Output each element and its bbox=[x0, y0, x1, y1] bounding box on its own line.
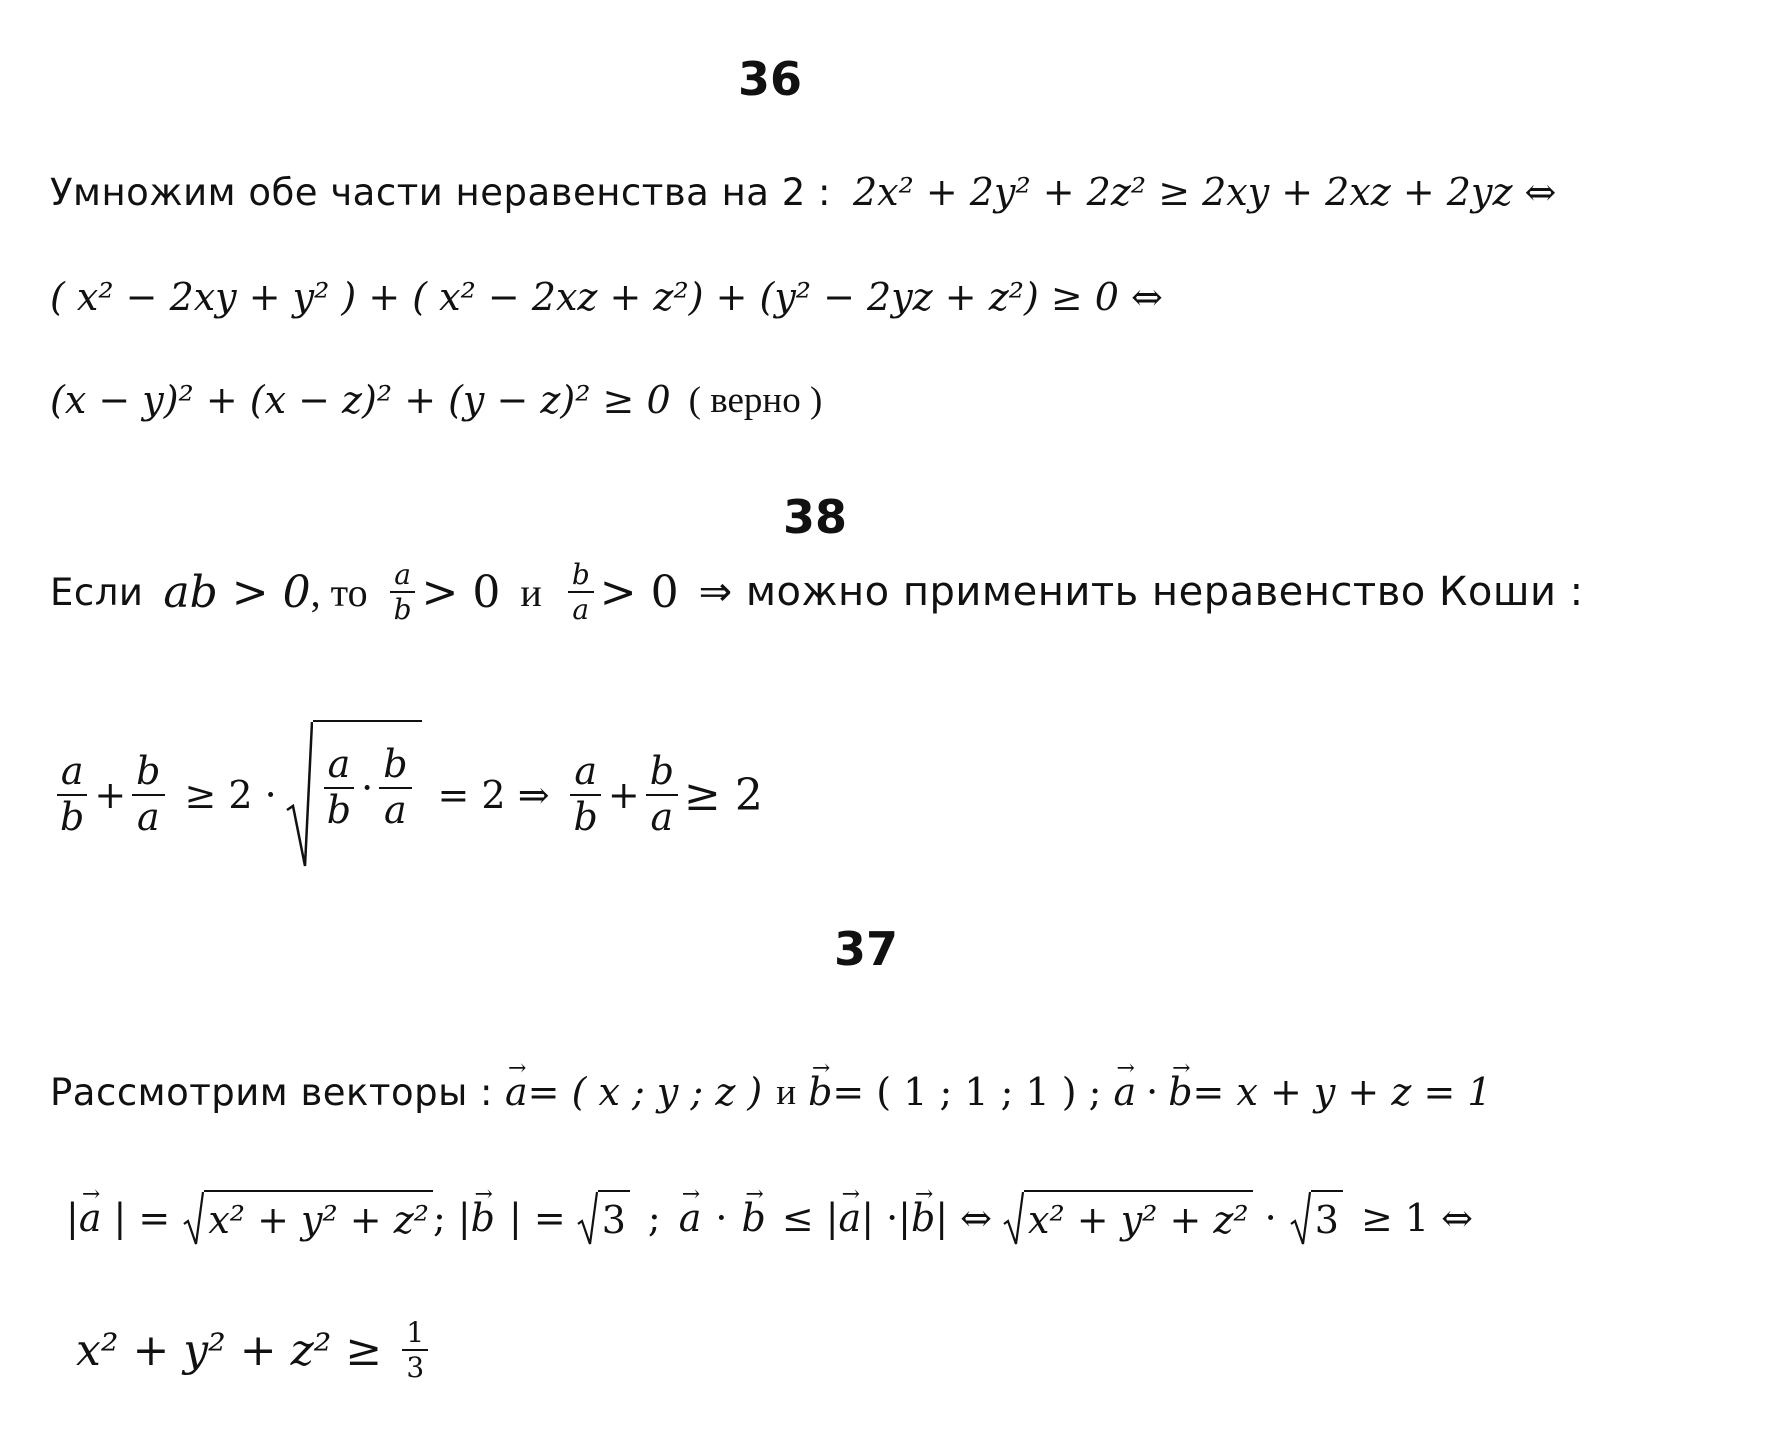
vector-b-ineq: → b bbox=[741, 1196, 765, 1240]
p38-if-text: Если bbox=[50, 570, 144, 614]
p37-equiv-1: | ⇔ bbox=[935, 1196, 993, 1240]
vector-a-abs: → a bbox=[79, 1196, 102, 1240]
p38-frac-a-b-1: $\frac{a}{b}$ bbox=[56, 752, 88, 838]
p36-equation-3: (x − y)² + (x − z)² + (y − z)² ≥ 0 bbox=[50, 378, 671, 422]
vector-a-ineq: → a bbox=[679, 1196, 702, 1240]
p38-rad-frac-b-a: $\frac{b}{a}$ bbox=[379, 745, 411, 831]
p38-line-1 bbox=[50, 560, 1584, 625]
p38-plus-2: + bbox=[607, 773, 640, 817]
p38-rad-dot: · bbox=[361, 766, 374, 810]
p36-line-2 bbox=[50, 275, 1163, 319]
p36-line-1 bbox=[50, 170, 1556, 214]
p37-and-text: и bbox=[776, 1071, 797, 1113]
p38-plus-1: + bbox=[94, 773, 127, 817]
p36-line-3 bbox=[50, 378, 822, 422]
sqrt-sum-squares-2: x² + y² + z² bbox=[1002, 1190, 1253, 1246]
p37-separator: ; | bbox=[432, 1196, 471, 1240]
p37-norm-mid: | ·| bbox=[861, 1196, 911, 1240]
p38-condition: ab > 0 bbox=[163, 566, 311, 618]
p38-sqrt bbox=[285, 720, 422, 870]
sqrt-three-2: 3 bbox=[1289, 1190, 1343, 1246]
vector-a: → a bbox=[505, 1070, 528, 1114]
p38-fraction-b-over-a: $\frac{b}{a}$ bbox=[568, 560, 594, 625]
vector-a-norm: → a bbox=[839, 1196, 862, 1240]
radical-sign-icon bbox=[576, 1190, 598, 1246]
p37-semicolon: ; bbox=[647, 1196, 661, 1240]
radical-sign-icon bbox=[182, 1190, 204, 1246]
p36-intro-text: Умножим обе части неравенства на 2 : bbox=[50, 170, 831, 214]
problem-number-36: 36 bbox=[738, 52, 803, 106]
p38-frac-b-a-2: $\frac{b}{a}$ bbox=[646, 752, 678, 838]
radical-sign-icon bbox=[285, 720, 313, 870]
p38-then-text: , то bbox=[310, 569, 368, 615]
p37-le: ≤ | bbox=[781, 1196, 839, 1240]
vector-b-norm: → b bbox=[911, 1196, 935, 1240]
vector-a-dot: → a bbox=[1113, 1070, 1136, 1114]
p37-line-1 bbox=[50, 1070, 1492, 1114]
p36-note: ( верно ) bbox=[688, 379, 823, 421]
p37-intro-text: Рассмотрим векторы : bbox=[50, 1070, 494, 1114]
p38-cauchy-text: ⇒ можно применить неравенство Коши : bbox=[698, 569, 1584, 616]
p38-final-ge-two: ≥ 2 bbox=[684, 769, 763, 821]
problem-number-38: 38 bbox=[783, 490, 848, 544]
vector-b-dot: → b bbox=[1168, 1070, 1192, 1114]
p38-gt-zero-1: > 0 bbox=[421, 566, 501, 618]
p38-equals-two-implies: = 2 ⇒ bbox=[437, 773, 550, 817]
p38-fraction-a-over-b: $\frac{a}{b}$ bbox=[390, 560, 416, 625]
p37-a-definition: = ( x ; y ; z ) bbox=[527, 1070, 763, 1114]
p38-ge-two-times: ≥ 2 · bbox=[184, 773, 277, 817]
p37-dot-3: · bbox=[1264, 1196, 1277, 1240]
p37-dot-2: · bbox=[715, 1196, 728, 1240]
p37-b-definition: = ( 1 ; 1 ; 1 ) ; bbox=[832, 1070, 1102, 1114]
p37-line-2: | → a | = x² + y² + z² ; | → b | = 3 ; → a · → b ≤ | → a | ·| → b | ⇔ x² + y² + z² · 3 ≥ 1 ⇔ bbox=[66, 1190, 1473, 1246]
sqrt-three-1: 3 bbox=[576, 1190, 630, 1246]
p38-rad-frac-a-b: $\frac{a}{b}$ bbox=[323, 745, 355, 831]
p37-line-3 bbox=[76, 1318, 434, 1383]
p37-result-fraction: $\frac{1}{3}$ bbox=[402, 1318, 428, 1383]
p37-ge-one: ≥ 1 ⇔ bbox=[1360, 1196, 1473, 1240]
p38-and-text: и bbox=[520, 569, 542, 615]
p37-abs-b-end: | = bbox=[509, 1196, 566, 1240]
p37-dot: · bbox=[1146, 1070, 1159, 1114]
radical-sign-icon bbox=[1289, 1190, 1311, 1246]
p37-dot-product-sum: = x + y + z = 1 bbox=[1192, 1070, 1492, 1114]
p38-frac-b-a-1: $\frac{b}{a}$ bbox=[132, 752, 164, 838]
p38-line-2 bbox=[50, 720, 763, 870]
p38-gt-zero-2: > 0 bbox=[599, 566, 679, 618]
p36-equation-1: 2x² + 2y² + 2z² ≥ 2xy + 2xz + 2yz ⇔ bbox=[852, 170, 1557, 214]
p38-frac-a-b-2: $\frac{a}{b}$ bbox=[570, 752, 602, 838]
radical-sign-icon bbox=[1002, 1190, 1024, 1246]
vector-b: → b bbox=[808, 1070, 832, 1114]
p36-equation-2: ( x² − 2xy + y² ) + ( x² − 2xz + z²) + (y² − 2yz + z²) ≥ 0 ⇔ bbox=[50, 275, 1163, 319]
sqrt-sum-squares-1: x² + y² + z² bbox=[182, 1190, 433, 1246]
problem-number-37: 37 bbox=[834, 922, 899, 976]
p37-result-lhs: x² + y² + z² ≥ bbox=[76, 1324, 383, 1376]
vector-b-abs: → b bbox=[471, 1196, 495, 1240]
